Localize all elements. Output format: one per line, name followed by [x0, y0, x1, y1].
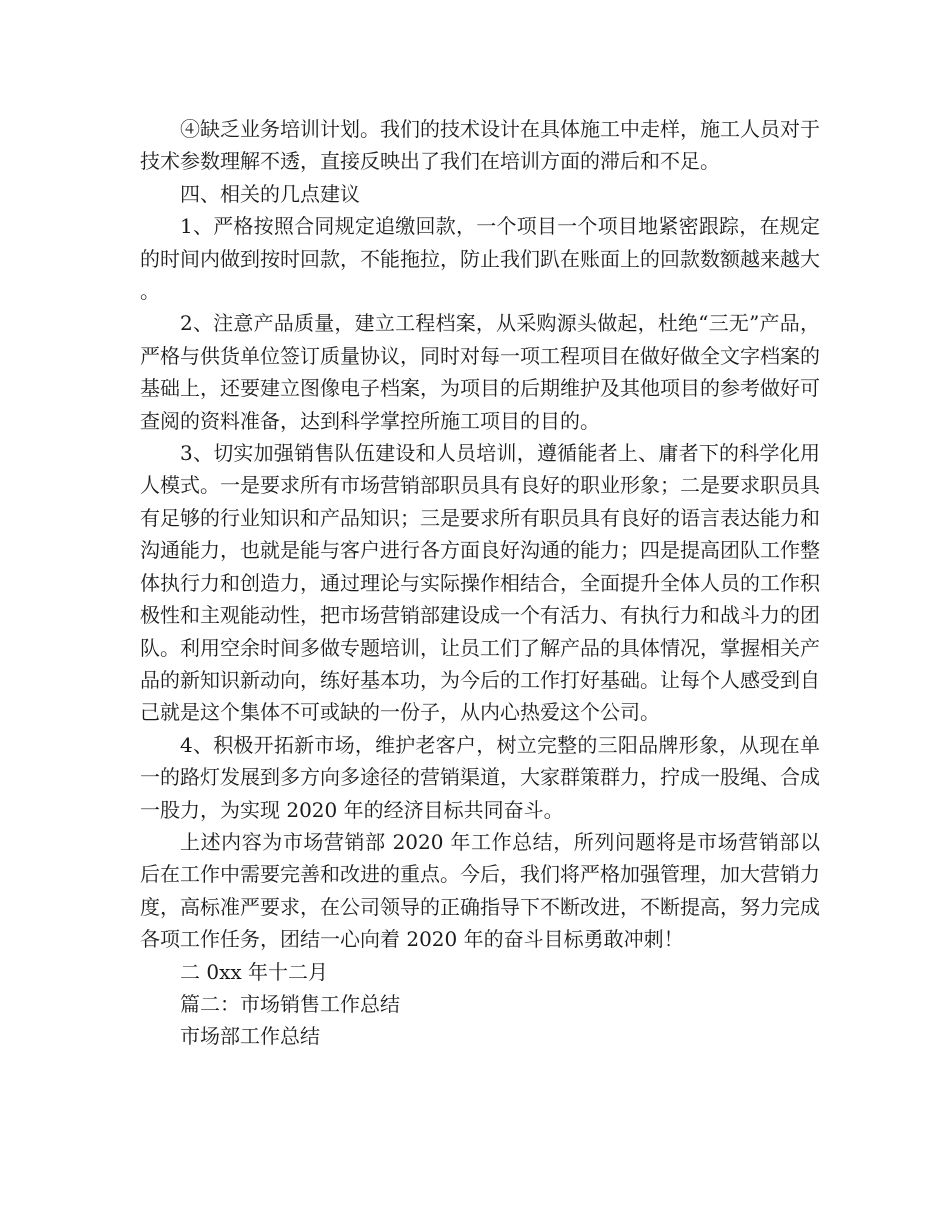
paragraph-suggestion-1: 1、严格按照合同规定追缴回款，一个项目一个项目地紧密跟踪，在规定的时间内做到按时回款，不能拖拉，防止我们趴在账面上的回款数额越来越大。 [140, 214, 820, 304]
paragraph-training-plan: ④缺乏业务培训计划。我们的技术设计在具体施工中走样，施工人员对于技术参数理解不透，直接反映出了我们在培训方面的滞后和不足。 [140, 117, 820, 174]
section-heading-suggestions: 四、相关的几点建议 [180, 181, 360, 206]
paragraph-suggestion-2: 2、注意产品质量，建立工程档案，从采购源头做起，杜绝“三无”产品，严格与供货单位签订质量协议，同时对每一项工程项目在做好做全文字档案的基础上，还要建立图像电子档案，为项目的后期维护及其他项目的参考做好可查阅的资料准备，达到科学掌控所施工项目的目的。 [140, 311, 820, 433]
date-line: 二 0xx 年十二月 [180, 959, 328, 984]
paragraph-suggestion-4: 4、积极开拓新市场，维护老客户，树立完整的三阳品牌形象，从现在单一的路灯发展到多方向多途径的营销渠道，大家群策群力，拧成一股绳、合成一股力，为实现 2020 年的经济目标共同奋斗。 [140, 732, 820, 822]
section-title-part-two: 篇二：市场销售工作总结 [180, 991, 400, 1016]
document-body [140, 113, 820, 1053]
section-subtitle: 市场部工作总结 [180, 1024, 320, 1049]
paragraph-suggestion-3: 3、切实加强销售队伍建设和人员培训，遵循能者上、庸者下的科学化用人模式。一是要求所有市场营销部职员具有良好的职业形象；二是要求职员具有足够的行业知识和产品知识；三是要求所有职员具有良好的语言表达能力和沟通能力，也就是能与客户进行各方面良好沟通的能力；四是提高团队工作整体执行力和创造力，通过理论与实际操作相结合，全面提升全体人员的工作积极性和主观能动性，把市场营销部建设成一个有活力、有执行力和战斗力的团队。利用空余时间多做专题培训，让员工们了解产品的具体情况，掌握相关产品的新知识新动向，练好基本功，为今后的工作打好基础。让每个人感受到自己就是这个集体不可或缺的一份子，从内心热爱这个公司。 [140, 441, 820, 725]
paragraph-conclusion: 上述内容为市场营销部 2020 年工作总结，所列问题将是市场营销部以后在工作中需要完善和改进的重点。今后，我们将严格加强管理，加大营销力度，高标准严要求，在公司领导的正确指导下不断改进，不断提高，努力完成各项工作任务，团结一心向着 2020 年的奋斗目标勇敢冲刺！ [140, 829, 820, 952]
